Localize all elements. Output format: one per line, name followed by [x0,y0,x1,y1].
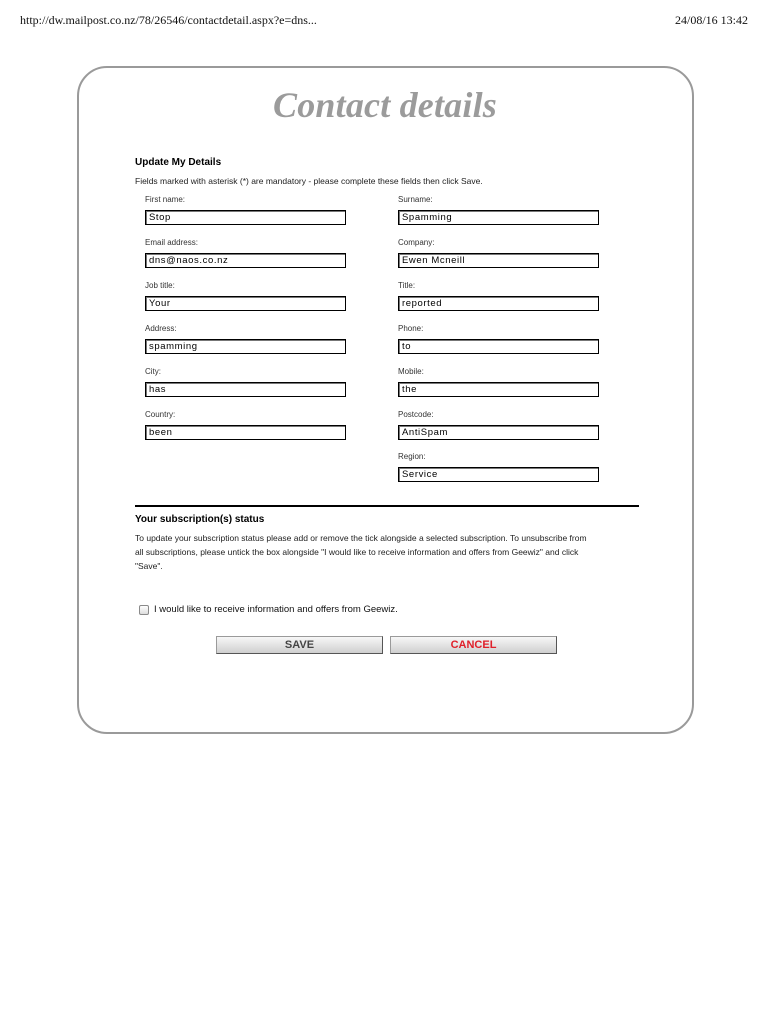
print-header [20,13,748,29]
job-title-input[interactable]: Your [145,296,346,311]
page-url: http://dw.mailpost.co.nz/78/26546/contactdetail.aspx?e=dns... [20,13,317,27]
company-label: Company: [398,238,435,247]
subscription-heading: Your subscription(s) status [135,514,265,525]
title-label: Title: [398,281,416,290]
first-name-label: First name: [145,195,186,204]
company-input[interactable]: Ewen Mcneill [398,253,599,268]
email-input[interactable]: dns@naos.co.nz [145,253,346,268]
city-input[interactable]: has [145,382,346,397]
print-timestamp: 24/08/16 13:42 [674,13,748,27]
subscription-instructions-line-2: all subscriptions, please untick the box alongside "I would like to receive information and offers from Geewiz" and click [135,547,579,557]
phone-label: Phone: [398,324,424,333]
mobile-label: Mobile: [398,367,424,376]
cancel-button[interactable]: CANCEL [390,636,557,654]
mobile-input[interactable]: the [398,382,599,397]
surname-input[interactable]: Spamming [398,210,599,225]
update-details-heading: Update My Details [135,157,222,168]
mandatory-fields-note: Fields marked with asterisk (*) are mandatory - please complete these fields then click Save. [135,176,483,186]
save-button[interactable]: SAVE [216,636,383,654]
address-label: Address: [145,324,177,333]
subscription-instructions-line-3: "Save". [135,561,163,571]
job-title-label: Job title: [145,281,175,290]
first-name-input[interactable]: Stop [145,210,346,225]
postcode-input[interactable]: AntiSpam [398,425,599,440]
region-input[interactable]: Service [398,467,599,482]
address-input[interactable]: spamming [145,339,346,354]
email-label: Email address: [145,238,198,247]
region-label: Region: [398,452,426,461]
surname-label: Surname: [398,195,433,204]
subscription-checkbox-label[interactable]: I would like to receive information and offers from Geewiz. [154,604,398,615]
city-label: City: [145,367,161,376]
page-title: Contact details [272,85,497,125]
postcode-label: Postcode: [398,410,434,419]
country-input[interactable]: been [145,425,346,440]
phone-input[interactable]: to [398,339,599,354]
section-divider [135,505,639,507]
subscription-instructions-line-1: To update your subscription status please add or remove the tick alongside a selected subscription. To unsubscribe from [135,533,587,543]
country-label: Country: [145,410,176,419]
title-input[interactable]: reported [398,296,599,311]
subscription-checkbox[interactable] [139,605,149,615]
